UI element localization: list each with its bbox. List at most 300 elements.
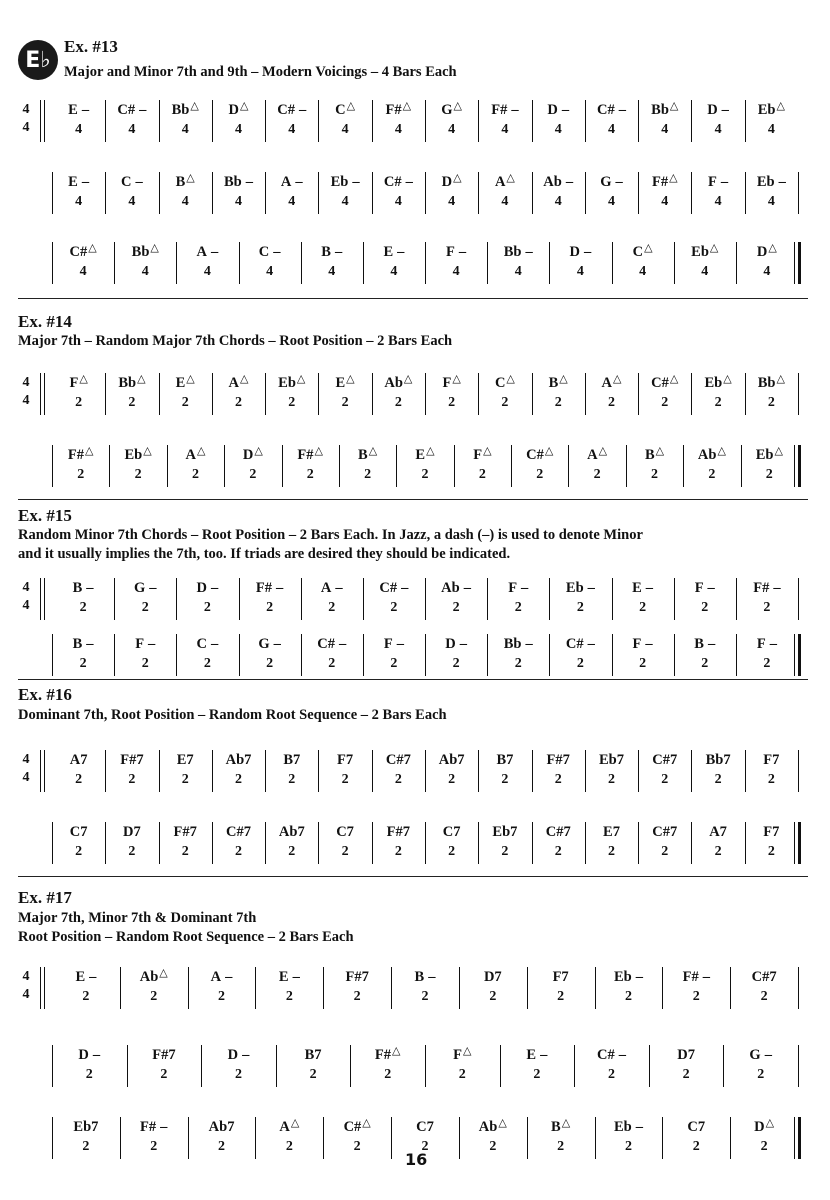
final-barline — [794, 242, 801, 284]
bar-count: 2 — [75, 772, 83, 787]
minor-dash: – — [211, 580, 219, 596]
bar-count: 4 — [203, 264, 211, 279]
chord-symbol: C – — [121, 174, 143, 190]
barline — [736, 578, 737, 620]
bar-count: 4 — [341, 122, 349, 137]
barline — [318, 172, 319, 214]
barline — [372, 172, 373, 214]
chord-symbol: E – — [68, 174, 90, 190]
chord-symbol: C#7 — [226, 824, 251, 840]
major-seventh-triangle: △ — [137, 373, 146, 385]
bar-count: 2 — [661, 395, 669, 410]
barline — [745, 373, 746, 415]
bar-count: 2 — [341, 772, 349, 787]
barline — [255, 967, 256, 1009]
chord-symbol: Ab – — [441, 580, 471, 596]
time-signature-top: 4 — [22, 752, 30, 767]
chord-symbol: C#7 — [652, 824, 678, 840]
bar-count: 2 — [608, 772, 615, 787]
chord-symbol: F#△ — [297, 445, 324, 463]
minor-dash: – — [565, 174, 574, 190]
bar-count: 2 — [341, 844, 349, 859]
barline — [212, 172, 213, 214]
bar-count: 2 — [384, 1067, 392, 1082]
barline — [638, 750, 639, 792]
chord-symbol: C# – — [379, 580, 409, 596]
barline — [683, 445, 684, 487]
bar-count: 4 — [661, 194, 669, 209]
bar-count: 4 — [141, 264, 149, 279]
chord-symbol: F#△ — [374, 1045, 401, 1063]
barline — [478, 750, 479, 792]
bar-count: 2 — [421, 1139, 429, 1154]
minor-dash: – — [334, 244, 343, 260]
barline — [159, 822, 160, 864]
barline — [532, 373, 533, 415]
major-seventh-triangle: △ — [403, 373, 413, 385]
bar-count: 2 — [760, 989, 768, 1004]
barline — [105, 373, 106, 415]
bar-count: 2 — [353, 1139, 361, 1154]
end-barline — [798, 578, 799, 620]
major-seventh-triangle: △ — [598, 445, 608, 457]
chord-symbol: B△ — [644, 445, 665, 463]
bar-count: 2 — [235, 844, 242, 859]
chord-symbol: F# – — [682, 969, 710, 985]
bar-count: 2 — [757, 1067, 765, 1082]
bar-count: 2 — [235, 395, 242, 410]
minor-dash: – — [525, 636, 533, 652]
chord-symbol: B7 — [496, 752, 514, 768]
bar-count: 2 — [191, 467, 199, 482]
barline — [159, 100, 160, 142]
chord-symbol: F△ — [453, 1045, 472, 1063]
barline — [691, 822, 692, 864]
major-seventh-triangle: △ — [150, 242, 159, 254]
example-subtitle: Major 7th – Random Major 7th Chords – Root Position – 2 Bars Each — [18, 333, 453, 349]
minor-dash: – — [720, 174, 729, 190]
barline — [638, 100, 639, 142]
chord-symbol: G – — [749, 1047, 772, 1063]
chord-symbol: Bb – — [503, 244, 533, 260]
bar-count: 2 — [266, 600, 274, 615]
bar-count: 4 — [128, 194, 136, 209]
barline — [323, 967, 324, 1009]
bar-count: 2 — [514, 656, 522, 671]
major-seventh-triangle: △ — [159, 967, 168, 979]
barline — [52, 172, 53, 214]
chord-symbol: F△ — [473, 445, 492, 463]
chord-symbol: G – — [600, 174, 623, 190]
bar-count: 2 — [421, 467, 429, 482]
example-subtitle: Dominant 7th, Root Position – Random Root Sequence – 2 Bars Each — [18, 707, 447, 723]
chord-symbol: F7 — [763, 752, 780, 768]
barline — [532, 822, 533, 864]
bar-count: 2 — [306, 467, 314, 482]
minor-dash: – — [273, 244, 281, 260]
barline — [730, 967, 731, 1009]
chord-symbol: F△ — [442, 373, 461, 391]
barline — [425, 1045, 426, 1087]
barline — [224, 445, 225, 487]
barline — [638, 172, 639, 214]
minor-dash: – — [335, 580, 343, 596]
chord-symbol: Bb△ — [131, 242, 159, 260]
barline — [425, 750, 426, 792]
chord-symbol: F – — [135, 636, 156, 652]
bar-count: 4 — [79, 264, 87, 279]
chord-symbol: A△ — [279, 1117, 300, 1135]
bar-count: 2 — [661, 772, 669, 787]
minor-dash: – — [428, 969, 436, 985]
bar-count: 2 — [608, 844, 615, 859]
chord-symbol: B – — [321, 244, 343, 260]
barline — [478, 172, 479, 214]
chord-symbol: D – — [78, 1047, 101, 1063]
barline — [301, 242, 302, 284]
bar-count: 2 — [557, 1139, 565, 1154]
chord-symbol: B – — [72, 636, 94, 652]
section-divider — [18, 499, 808, 500]
chord-symbol: D△ — [441, 172, 462, 190]
barline — [745, 822, 746, 864]
bar-count: 4 — [266, 264, 274, 279]
barline — [176, 634, 177, 676]
barline — [105, 750, 106, 792]
bar-count: 2 — [150, 989, 158, 1004]
barline — [662, 1117, 663, 1159]
major-seventh-triangle: △ — [506, 373, 515, 385]
barline — [201, 1045, 202, 1087]
chord-symbol: Eb△ — [704, 373, 732, 391]
barline — [527, 967, 528, 1009]
minor-dash: – — [148, 636, 156, 652]
major-seventh-triangle: △ — [426, 445, 435, 457]
bar-count: 2 — [448, 844, 456, 859]
barline — [691, 100, 692, 142]
minor-dash: – — [702, 969, 710, 985]
bar-count: 2 — [181, 844, 189, 859]
chord-symbol: E – — [68, 102, 90, 118]
barline — [549, 634, 550, 676]
chord-symbol: C7 — [416, 1119, 434, 1135]
barline — [585, 822, 586, 864]
end-barline — [798, 373, 799, 415]
chord-symbol: Ab△ — [384, 373, 413, 391]
bar-count: 4 — [554, 194, 562, 209]
major-seventh-triangle: △ — [88, 242, 97, 254]
chord-symbol: E7 — [176, 752, 194, 768]
barline — [745, 172, 746, 214]
barline — [52, 634, 53, 676]
barline — [239, 634, 240, 676]
minor-dash: – — [135, 174, 143, 190]
minor-dash: – — [635, 969, 643, 985]
chord-symbol: D7 — [123, 824, 141, 840]
bar-count: 2 — [452, 656, 460, 671]
chord-symbol: C#△ — [651, 373, 679, 391]
minor-dash: – — [81, 102, 90, 118]
barline — [612, 242, 613, 284]
bar-count: 4 — [390, 264, 398, 279]
bar-count: 2 — [160, 1067, 168, 1082]
minor-dash: – — [211, 636, 219, 652]
bar-count: 4 — [75, 122, 83, 137]
barline — [396, 445, 397, 487]
barline — [323, 1117, 324, 1159]
bar-count: 2 — [128, 844, 136, 859]
barline — [425, 634, 426, 676]
chord-symbol: E7 — [603, 824, 620, 840]
barline — [127, 1045, 128, 1087]
chord-symbol: F7 — [337, 752, 354, 768]
chord-symbol: Eb7 — [492, 824, 518, 840]
bar-count: 4 — [701, 264, 709, 279]
chord-symbol: F7 — [552, 969, 569, 985]
barline — [425, 822, 426, 864]
major-seventh-triangle: △ — [453, 100, 463, 112]
major-seventh-triangle: △ — [402, 100, 412, 112]
chord-symbol: E – — [526, 1047, 548, 1063]
barline — [159, 750, 160, 792]
bar-count: 2 — [661, 844, 669, 859]
bar-count: 2 — [353, 989, 361, 1004]
chord-symbol: C#△ — [526, 445, 554, 463]
barline — [595, 1117, 596, 1159]
bar-count: 2 — [639, 656, 647, 671]
chord-symbol: Eb△ — [757, 100, 785, 118]
barline — [159, 172, 160, 214]
major-seventh-triangle: △ — [669, 100, 679, 112]
major-seventh-triangle: △ — [561, 1117, 571, 1129]
bar-count: 2 — [390, 600, 398, 615]
chord-symbol: F – — [708, 174, 729, 190]
major-seventh-triangle: △ — [483, 445, 492, 457]
barline — [265, 373, 266, 415]
example-title: Ex. #16 — [18, 685, 72, 704]
barline — [212, 750, 213, 792]
major-seventh-triangle: △ — [240, 373, 249, 385]
bar-count: 2 — [536, 467, 544, 482]
barline — [301, 634, 302, 676]
minor-dash: – — [86, 580, 94, 596]
barline — [239, 242, 240, 284]
minor-dash: – — [401, 580, 409, 596]
minor-dash: – — [160, 1119, 168, 1135]
bar-count: 2 — [203, 656, 211, 671]
example-subtitle: Random Minor 7th Chords – Root Position – 2 Bars Each. In Jazz, a dash (–) is used to denote Minor — [18, 527, 643, 543]
minor-dash: – — [645, 580, 654, 596]
chord-symbol: Ab△ — [139, 967, 168, 985]
bar-count: 2 — [394, 395, 402, 410]
chord-symbol: F△ — [69, 373, 88, 391]
barline — [532, 750, 533, 792]
bar-count: 2 — [576, 656, 584, 671]
minor-dash: – — [139, 102, 147, 118]
barline — [301, 578, 302, 620]
major-seventh-triangle: △ — [453, 172, 462, 184]
chord-symbol: F – — [632, 636, 653, 652]
barline — [626, 445, 627, 487]
barline — [255, 1117, 256, 1159]
chord-symbol: C#7 — [751, 969, 777, 985]
chord-symbol: E – — [75, 969, 97, 985]
chord-symbol: Eb△ — [278, 373, 306, 391]
chord-symbol: D△ — [754, 1117, 775, 1135]
bar-count: 2 — [760, 1139, 768, 1154]
minor-dash: – — [299, 102, 307, 118]
minor-dash: – — [242, 1047, 250, 1063]
final-barline — [794, 822, 801, 864]
major-seventh-triangle: △ — [186, 373, 195, 385]
bar-count: 2 — [554, 395, 562, 410]
barline — [52, 445, 53, 487]
bar-count: 4 — [501, 122, 509, 137]
barline — [478, 100, 479, 142]
bar-count: 2 — [218, 1139, 226, 1154]
bar-count: 4 — [501, 194, 509, 209]
major-seventh-triangle: △ — [544, 445, 554, 457]
chord-symbol: E△ — [175, 373, 195, 391]
major-seventh-triangle: △ — [190, 100, 199, 112]
major-seventh-triangle: △ — [314, 445, 324, 457]
chord-symbol: C△ — [632, 242, 653, 260]
barline — [568, 445, 569, 487]
barline — [114, 578, 115, 620]
chord-symbol: Eb7 — [599, 752, 624, 768]
chord-symbol: F – — [508, 580, 529, 596]
bar-count: 4 — [608, 122, 615, 137]
bar-count: 2 — [79, 600, 87, 615]
barline — [391, 967, 392, 1009]
bar-count: 2 — [714, 395, 722, 410]
minor-dash: – — [276, 580, 284, 596]
chord-symbol: F# – — [255, 580, 284, 596]
barline — [114, 242, 115, 284]
barline — [372, 750, 373, 792]
minor-dash: – — [245, 174, 253, 190]
chord-symbol: C7 — [69, 824, 88, 840]
bar-count: 2 — [309, 1067, 317, 1082]
barline — [167, 445, 168, 487]
bar-count: 2 — [77, 467, 85, 482]
chord-symbol: F#7 — [120, 752, 144, 768]
barline — [511, 445, 512, 487]
barline — [52, 1117, 53, 1159]
chord-symbol: Bb△ — [757, 373, 785, 391]
chord-symbol: A7 — [69, 752, 88, 768]
major-seventh-triangle: △ — [296, 373, 306, 385]
barline — [745, 750, 746, 792]
bar-count: 4 — [75, 194, 83, 209]
minor-dash: – — [764, 1047, 772, 1063]
barline — [391, 1117, 392, 1159]
minor-dash: – — [769, 636, 777, 652]
barline — [318, 750, 319, 792]
minor-dash: – — [405, 174, 413, 190]
chord-symbol: A – — [280, 174, 303, 190]
bar-count: 2 — [767, 844, 775, 859]
chord-symbol: D – — [227, 1047, 250, 1063]
time-signature-bottom: 4 — [22, 120, 30, 135]
chord-symbol: A△ — [601, 373, 622, 391]
chord-symbol: D – — [547, 102, 570, 118]
bar-count: 2 — [150, 1139, 158, 1154]
chord-symbol: F#7 — [152, 1047, 176, 1063]
bar-count: 2 — [682, 1067, 690, 1082]
minor-dash: – — [511, 102, 519, 118]
bar-count: 2 — [82, 989, 90, 1004]
bar-count: 4 — [576, 264, 584, 279]
bar-count: 2 — [501, 395, 509, 410]
chord-symbol: F – — [756, 636, 777, 652]
barline — [527, 1117, 528, 1159]
barline — [454, 445, 455, 487]
barline — [350, 1045, 351, 1087]
minor-dash: – — [292, 969, 300, 985]
barline — [638, 822, 639, 864]
chord-symbol: D – — [707, 102, 729, 118]
major-seventh-triangle: △ — [462, 1045, 472, 1057]
chord-symbol: Ab7 — [208, 1119, 235, 1135]
bar-count: 2 — [624, 1139, 632, 1154]
chord-symbol: F7 — [763, 824, 780, 840]
barline — [282, 445, 283, 487]
chord-symbol: C#△ — [343, 1117, 371, 1135]
bar-count: 2 — [701, 600, 709, 615]
time-signature-bottom: 4 — [22, 598, 30, 613]
bar-count: 2 — [285, 1139, 293, 1154]
minor-dash: – — [295, 174, 303, 190]
end-barline — [798, 172, 799, 214]
chord-symbol: A△ — [494, 172, 515, 190]
end-barline — [798, 750, 799, 792]
major-seventh-triangle: △ — [776, 373, 785, 385]
barline — [363, 242, 364, 284]
bar-count: 4 — [181, 194, 189, 209]
time-signature-top: 4 — [22, 969, 30, 984]
chord-symbol: B7 — [283, 752, 301, 768]
bar-count: 2 — [763, 656, 771, 671]
chord-symbol: Eb△ — [755, 445, 783, 463]
chord-symbol: C△ — [335, 100, 356, 118]
bar-count: 4 — [288, 122, 296, 137]
chord-symbol: D△ — [756, 242, 777, 260]
barline — [425, 578, 426, 620]
barline — [736, 242, 737, 284]
barline — [487, 242, 488, 284]
bar-count: 2 — [288, 844, 296, 859]
barline — [372, 100, 373, 142]
major-seventh-triangle: △ — [346, 373, 355, 385]
chord-symbol: C#7 — [652, 752, 678, 768]
minor-dash: – — [707, 580, 715, 596]
bar-count: 4 — [554, 122, 562, 137]
bar-count: 2 — [624, 989, 632, 1004]
chord-symbol: E – — [383, 244, 405, 260]
barline — [425, 172, 426, 214]
chord-symbol: C#7 — [545, 824, 571, 840]
barline — [574, 1045, 575, 1087]
bar-count: 2 — [533, 1067, 541, 1082]
minor-dash: – — [721, 102, 729, 118]
barline — [318, 373, 319, 415]
chord-symbol: F# – — [491, 102, 519, 118]
minor-dash: – — [273, 636, 281, 652]
minor-dash: – — [773, 580, 781, 596]
chord-symbol: F#△ — [651, 172, 678, 190]
bar-count: 2 — [328, 600, 336, 615]
